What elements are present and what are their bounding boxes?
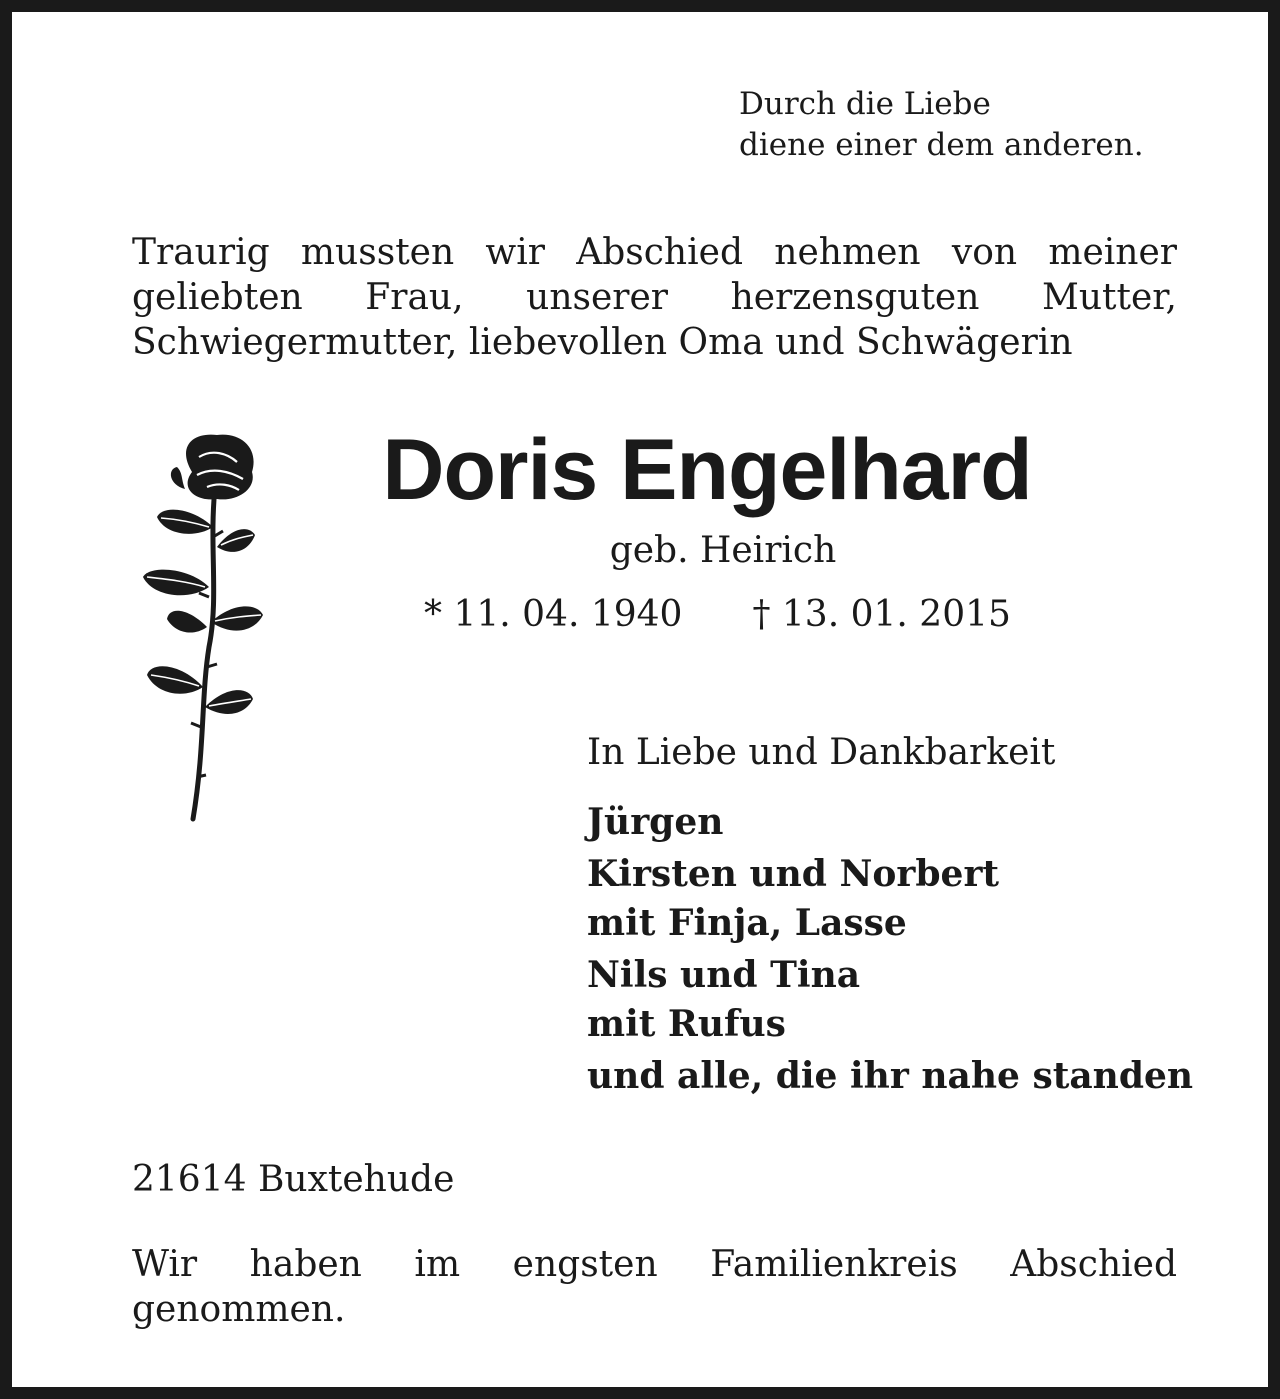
death-date: † 13. 01. 2015	[752, 594, 1011, 635]
motto	[739, 84, 1144, 166]
intro-line-2: geliebten Frau, unserer herzensguten Mutter,	[132, 277, 1177, 318]
intro-line-3: Schwiegermutter, liebevollen Oma und Schwägerin	[132, 322, 1073, 363]
mourners-list	[587, 798, 1193, 1101]
motto-line-2: diene einer dem anderen.	[739, 127, 1144, 163]
intro-line-1: Traurig mussten wir Abschied nehmen von meiner	[132, 232, 1177, 273]
life-dates	[424, 592, 1011, 638]
mourner-name: Kirsten und Norbert	[587, 853, 1000, 895]
mourner-name: mit Finja, Lasse	[587, 902, 907, 944]
closing-text	[132, 1242, 1177, 1332]
signature-intro: In Liebe und Dankbarkeit	[587, 732, 1056, 773]
intro-text	[132, 230, 1177, 365]
birth-date: * 11. 04. 1940	[424, 594, 683, 635]
mourner-name: Jürgen	[587, 801, 724, 843]
deceased-name: Doris Engelhard	[382, 422, 1032, 518]
mourner-name: Nils und Tina	[587, 954, 861, 996]
closing-line-1: Wir haben im engsten Familienkreis Abschied	[132, 1244, 1177, 1285]
mourner-name: mit Rufus	[587, 1003, 786, 1045]
place: 21614 Buxtehude	[132, 1159, 455, 1200]
mourner-name: und alle, die ihr nahe standen	[587, 1055, 1194, 1097]
motto-line-1: Durch die Liebe	[739, 86, 991, 122]
closing-line-2: genommen.	[132, 1289, 346, 1330]
maiden-name: geb. Heirich	[609, 530, 837, 571]
